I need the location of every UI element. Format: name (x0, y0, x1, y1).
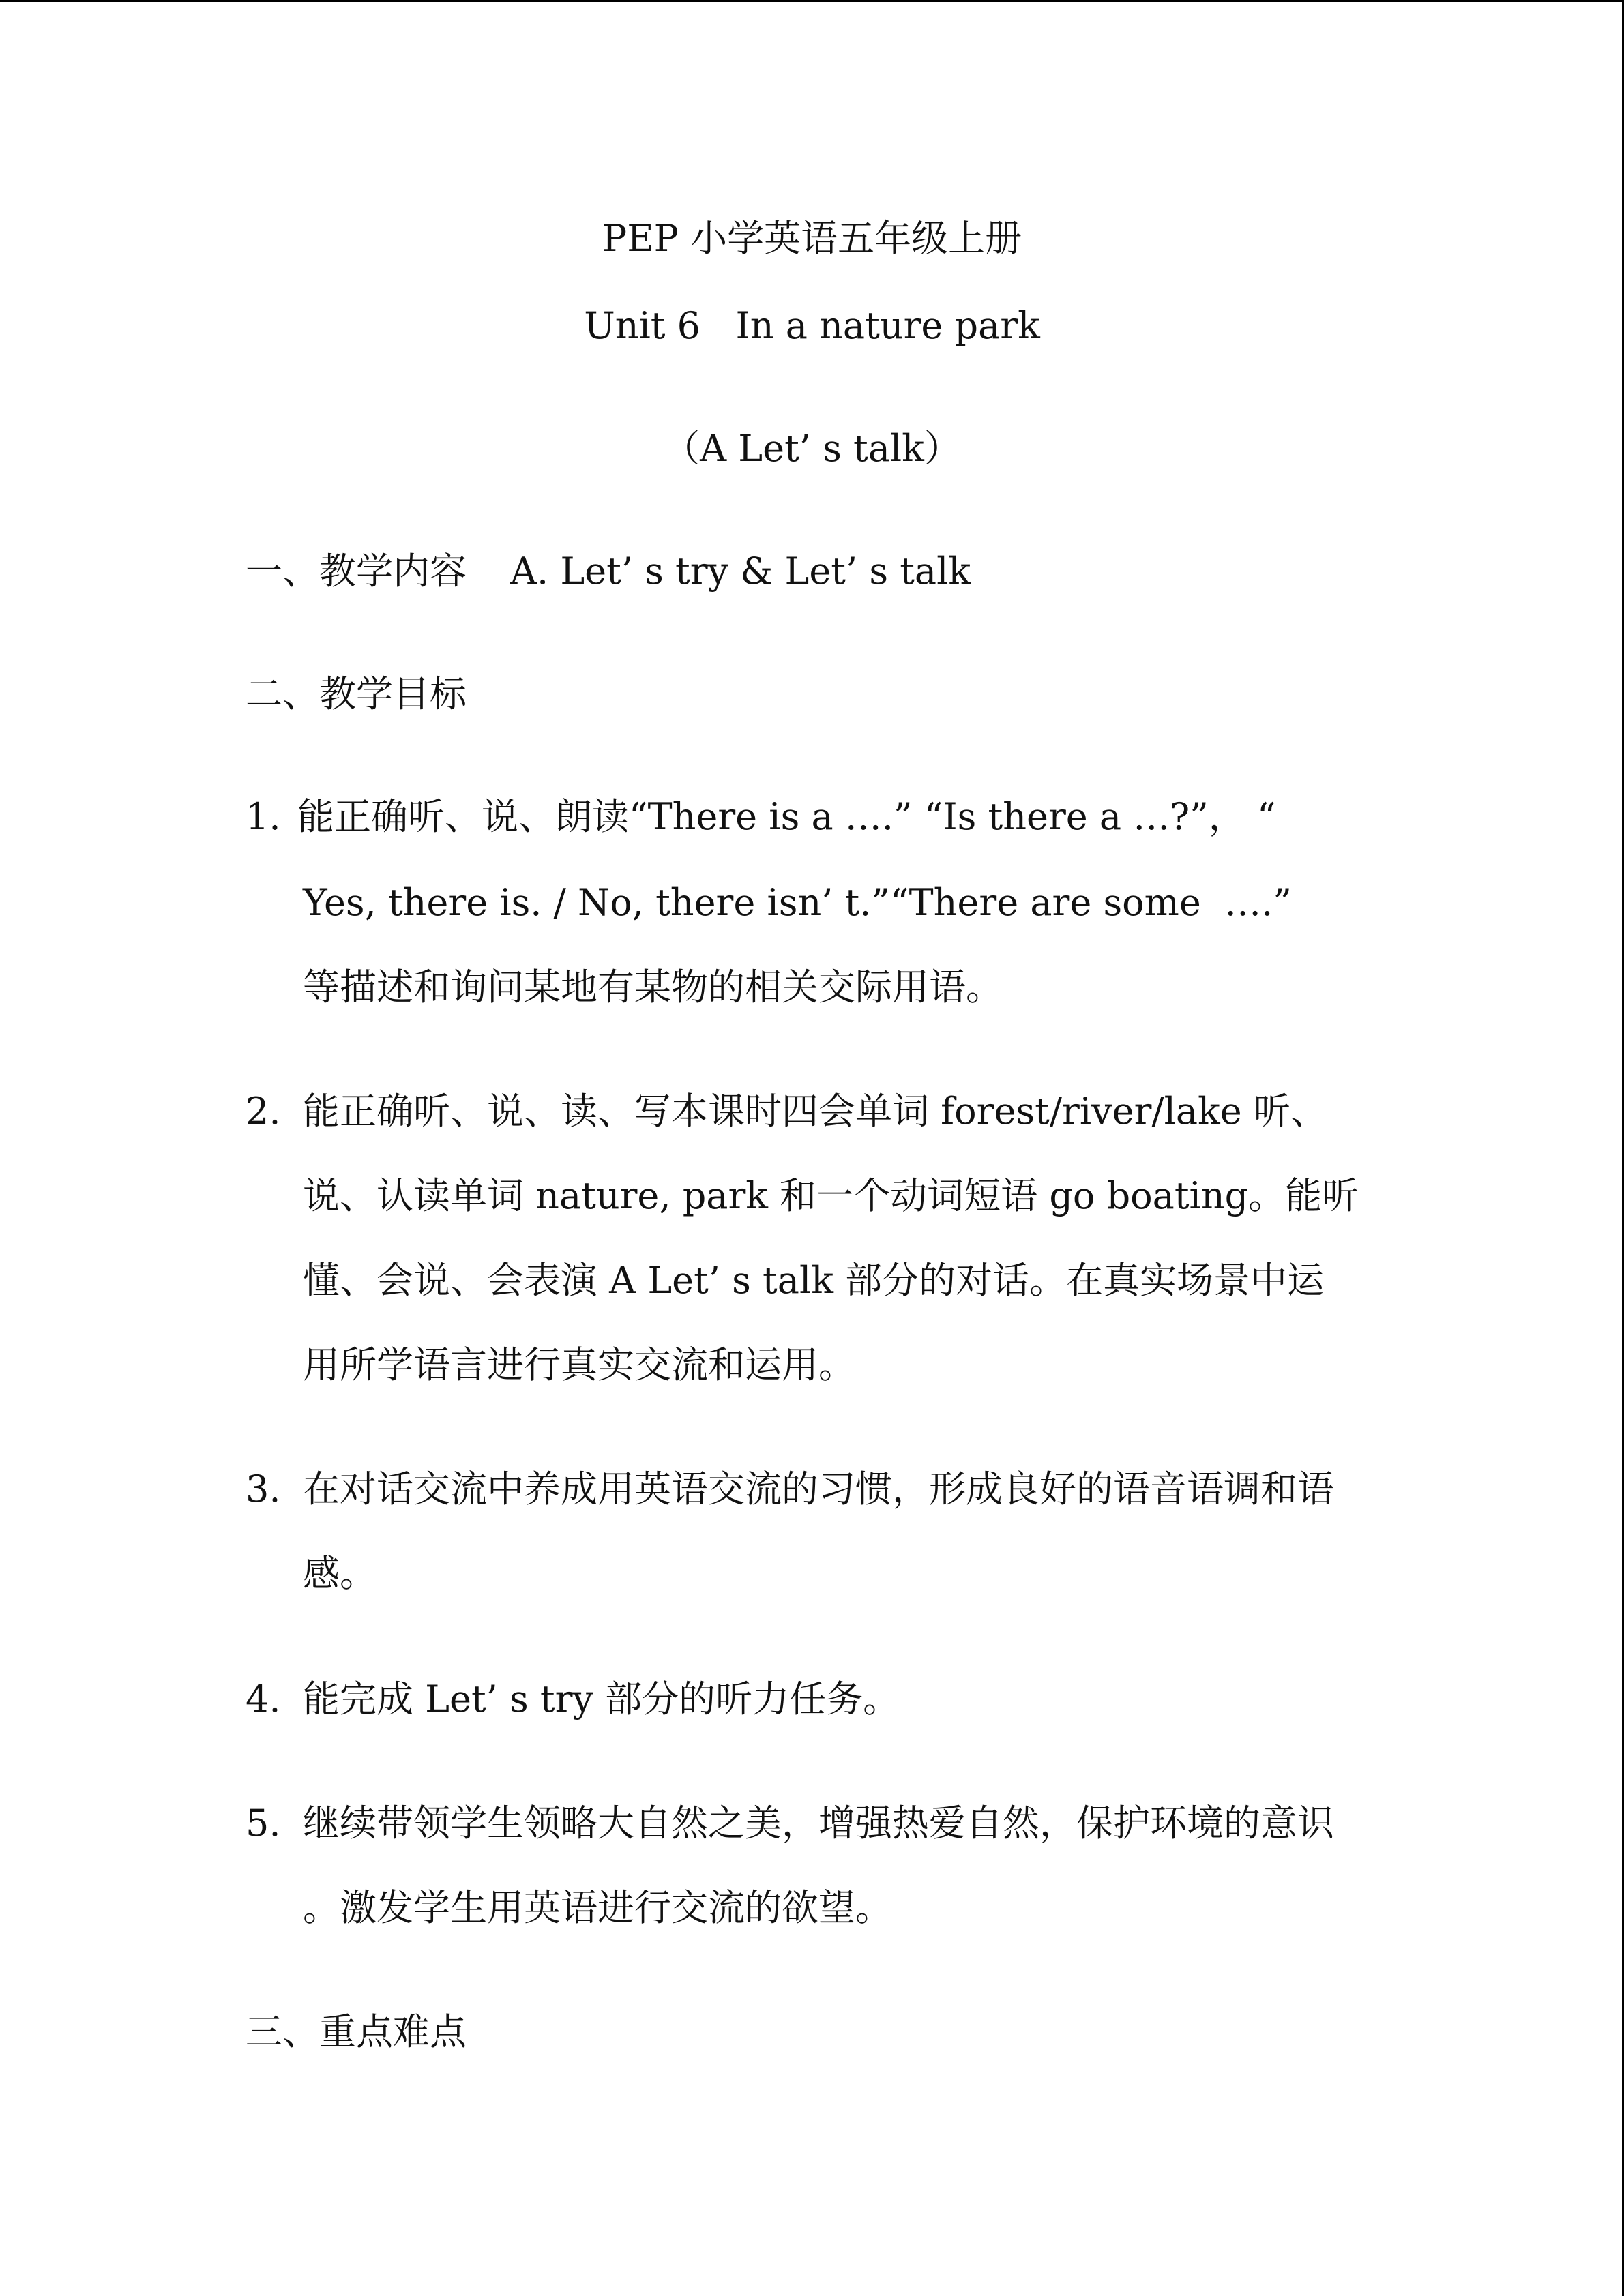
item-line: 用所学语言进行真实交流和运用。 (303, 1343, 855, 1386)
item-line: 继续带领学生领略大自然之美，增强热爱自然，保护环境的意识 (303, 1802, 1334, 1845)
document-title: PEP 小学英语五年级上册 (602, 217, 1022, 260)
item-number: 1. (246, 795, 281, 838)
item-line: Yes, there is. / No, there isn’ t.”“There are some ….” (303, 881, 1292, 924)
item-line: 感。 (303, 1552, 377, 1595)
item-line: 能正确听、说、朗读“There is a ….” “Is there a …?”， “ (297, 795, 1276, 838)
item-line: 能正确听、说、读、写本课时四会单词 forest/river/lake 听、 (303, 1090, 1327, 1133)
item-line: 等描述和询问某地有某物的相关交际用语。 (303, 966, 1003, 1009)
item-number: 2. (246, 1090, 281, 1133)
unit-title: Unit 6 In a nature park (584, 304, 1040, 347)
lesson-subtitle: （A Let’ s talk） (663, 427, 961, 470)
item-number: 5. (246, 1802, 281, 1845)
item-line: 懂、会说、会表演 A Let’ s talk 部分的对话。在真实场景中运 (303, 1259, 1325, 1302)
section-content: A. Let’ s try & Let’ s talk (510, 550, 971, 593)
section-heading: 二、教学目标 (246, 672, 467, 715)
item-number: 4. (246, 1678, 281, 1720)
item-line: 能完成 Let’ s try 部分的听力任务。 (303, 1678, 900, 1720)
item-line: 在对话交流中养成用英语交流的习惯，形成良好的语音语调和语 (303, 1467, 1334, 1510)
item-line: 说、认读单词 nature, park 和一个动词短语 go boating。能听 (303, 1174, 1359, 1217)
section-heading: 三、重点难点 (246, 2010, 467, 2053)
item-number: 3. (246, 1467, 281, 1510)
item-line: 。激发学生用英语进行交流的欲望。 (303, 1886, 892, 1929)
section-heading: 一、教学内容 (246, 550, 467, 593)
